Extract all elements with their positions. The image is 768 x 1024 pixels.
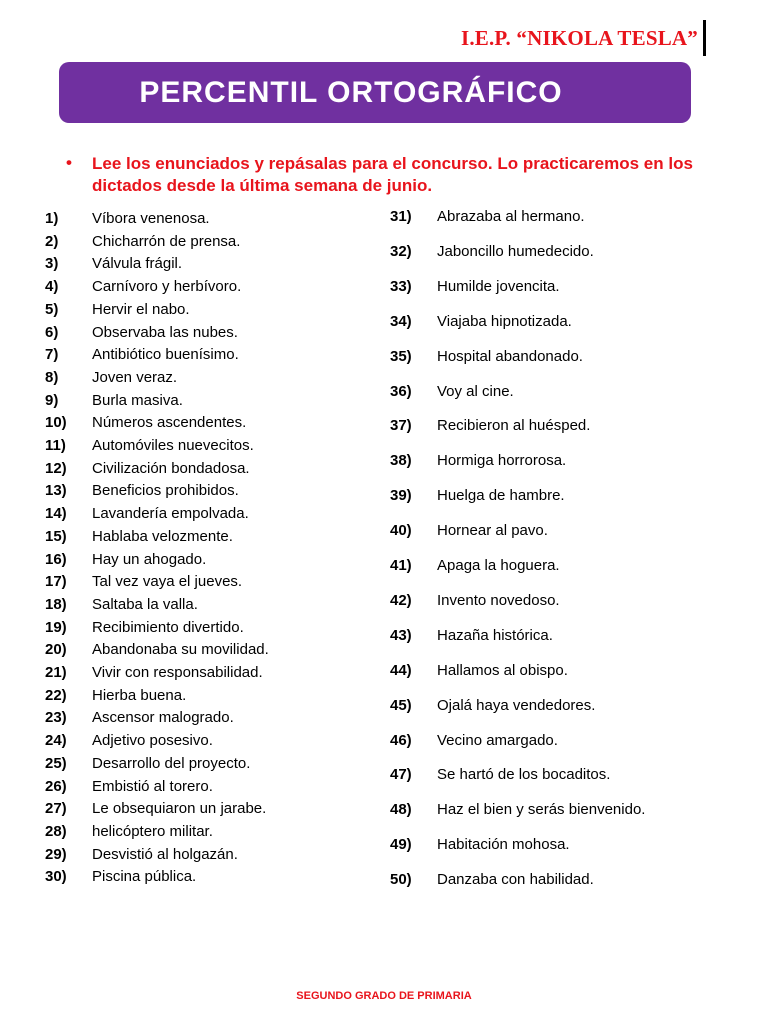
item-text: Burla masiva. bbox=[92, 391, 183, 409]
item-number: 33) bbox=[390, 277, 412, 295]
item-number: 21) bbox=[45, 664, 67, 681]
item-text: Adjetivo posesivo. bbox=[92, 732, 213, 750]
item-number: 7) bbox=[45, 346, 59, 364]
item-number: 6) bbox=[45, 323, 59, 341]
footer-grade: SEGUNDO GRADO DE PRIMARIA bbox=[296, 990, 472, 1002]
item-text: Chicharrón de prensa. bbox=[92, 232, 241, 250]
item-text: Jaboncillo humedecido. bbox=[437, 242, 594, 260]
item-number: 3) bbox=[45, 255, 59, 273]
item-text: Danzaba con habilidad. bbox=[437, 871, 594, 889]
item-text: Tal vez vaya el jueves. bbox=[92, 573, 243, 591]
item-number: 44) bbox=[390, 661, 412, 679]
item-number: 26) bbox=[45, 777, 67, 795]
item-number: 30) bbox=[45, 868, 67, 886]
item-number: 9) bbox=[45, 391, 59, 409]
item-text: Números ascendentes. bbox=[92, 414, 247, 432]
item-text: Hornear al pavo. bbox=[437, 522, 548, 540]
item-number: 1) bbox=[45, 210, 59, 227]
item-text: Se hartó de los bocaditos. bbox=[437, 766, 611, 784]
item-text: Desarrollo del proyecto. bbox=[92, 754, 251, 772]
item-number: 35) bbox=[390, 347, 412, 365]
item-text: Recibieron al huésped. bbox=[437, 417, 591, 435]
page-title: PERCENTIL ORTOGRÁFICO bbox=[139, 75, 563, 109]
item-number: 15) bbox=[45, 527, 67, 545]
item-number: 37) bbox=[390, 417, 412, 435]
item-text: Invento novedoso. bbox=[437, 591, 560, 609]
item-number: 45) bbox=[390, 696, 412, 714]
item-number: 48) bbox=[390, 801, 412, 819]
item-number: 8) bbox=[45, 368, 59, 386]
item-number: 16) bbox=[45, 550, 67, 568]
item-number: 17) bbox=[45, 573, 67, 591]
item-text: Viajaba hipnotizada. bbox=[437, 312, 572, 330]
item-text: Ojalá haya vendedores. bbox=[437, 696, 596, 714]
item-text: Hierba buena. bbox=[92, 686, 187, 704]
item-number: 34) bbox=[390, 312, 412, 330]
item-text: Carnívoro y herbívoro. bbox=[92, 278, 242, 296]
item-number: 27) bbox=[45, 800, 67, 818]
item-text: Hallamos al obispo. bbox=[437, 661, 568, 679]
item-text: Automóviles nuevecitos. bbox=[92, 437, 254, 454]
item-text: Ascensor malogrado. bbox=[92, 709, 234, 727]
item-text: Haz el bien y serás bienvenido. bbox=[437, 801, 646, 819]
item-number: 23) bbox=[45, 709, 67, 727]
item-number: 12) bbox=[45, 459, 67, 477]
item-text: Huelga de hambre. bbox=[437, 487, 565, 505]
item-text: Hospital abandonado. bbox=[437, 347, 583, 365]
item-text: Hervir el nabo. bbox=[92, 300, 190, 318]
item-text: Saltaba la valla. bbox=[92, 595, 198, 613]
item-number: 20) bbox=[45, 641, 67, 659]
item-text: Abrazaba al hermano. bbox=[437, 208, 585, 225]
item-number: 31) bbox=[390, 208, 412, 225]
item-number: 4) bbox=[45, 278, 59, 296]
item-text: Lavandería empolvada. bbox=[92, 505, 249, 523]
item-number: 2) bbox=[45, 232, 59, 250]
item-text: Abandonaba su movilidad. bbox=[92, 641, 269, 659]
item-number: 36) bbox=[390, 382, 412, 400]
item-text: Piscina pública. bbox=[92, 868, 197, 886]
item-text: Antibiótico buenísimo. bbox=[92, 346, 239, 364]
item-text: Beneficios prohibidos. bbox=[92, 482, 239, 500]
item-text: Desvistió al holgazán. bbox=[92, 845, 238, 863]
item-number: 49) bbox=[390, 836, 412, 854]
header-divider bbox=[703, 20, 706, 56]
item-text: Habitación mohosa. bbox=[437, 836, 570, 854]
item-number: 41) bbox=[390, 557, 412, 574]
item-text: Observaba las nubes. bbox=[92, 323, 238, 341]
item-text: helicóptero militar. bbox=[92, 822, 213, 840]
item-text: Vecino amargado. bbox=[437, 731, 558, 749]
item-text: Le obsequiaron un jarabe. bbox=[92, 800, 267, 818]
item-number: 42) bbox=[390, 591, 412, 609]
item-number: 40) bbox=[390, 522, 412, 540]
item-number: 50) bbox=[390, 871, 412, 889]
item-number: 14) bbox=[45, 505, 67, 523]
item-text: Hay un ahogado. bbox=[92, 550, 207, 568]
school-name: I.E.P. “NIKOLA TESLA” bbox=[460, 26, 698, 50]
item-number: 32) bbox=[390, 242, 412, 260]
item-number: 18) bbox=[45, 595, 67, 613]
item-number: 38) bbox=[390, 452, 412, 470]
item-text: Recibimiento divertido. bbox=[92, 618, 244, 636]
item-text: Voy al cine. bbox=[437, 382, 514, 400]
item-number: 28) bbox=[45, 822, 67, 840]
item-number: 39) bbox=[390, 487, 412, 505]
item-text: Válvula frágil. bbox=[92, 255, 183, 273]
item-number: 24) bbox=[45, 732, 67, 750]
item-text: Humilde jovencita. bbox=[437, 277, 560, 295]
item-text: Vivir con responsabilidad. bbox=[92, 664, 263, 681]
item-number: 25) bbox=[45, 754, 67, 772]
item-text: Joven veraz. bbox=[92, 368, 178, 386]
title-banner bbox=[59, 62, 691, 123]
item-number: 11) bbox=[45, 437, 66, 454]
item-text: Hazaña histórica. bbox=[437, 626, 553, 644]
item-number: 19) bbox=[45, 618, 67, 636]
item-number: 46) bbox=[390, 731, 412, 749]
item-text: Víbora venenosa. bbox=[92, 210, 210, 227]
item-number: 10) bbox=[45, 414, 67, 432]
item-number: 47) bbox=[390, 766, 412, 784]
item-text: Hormiga horrorosa. bbox=[437, 452, 567, 470]
item-text: Apaga la hoguera. bbox=[437, 557, 560, 574]
item-text: Hablaba velozmente. bbox=[92, 527, 233, 545]
bullet-icon: • bbox=[66, 153, 72, 172]
item-number: 43) bbox=[390, 626, 412, 644]
item-number: 5) bbox=[45, 300, 59, 318]
instruction-text: Lee los enunciados y repásalas para el concurso. Lo practicaremos en los dictados desde la última semana de junio. bbox=[92, 154, 693, 195]
item-text: Civilización bondadosa. bbox=[92, 459, 250, 477]
item-number: 13) bbox=[45, 482, 67, 500]
item-number: 29) bbox=[45, 845, 67, 863]
item-number: 22) bbox=[45, 686, 67, 704]
item-text: Embistió al torero. bbox=[92, 777, 213, 795]
